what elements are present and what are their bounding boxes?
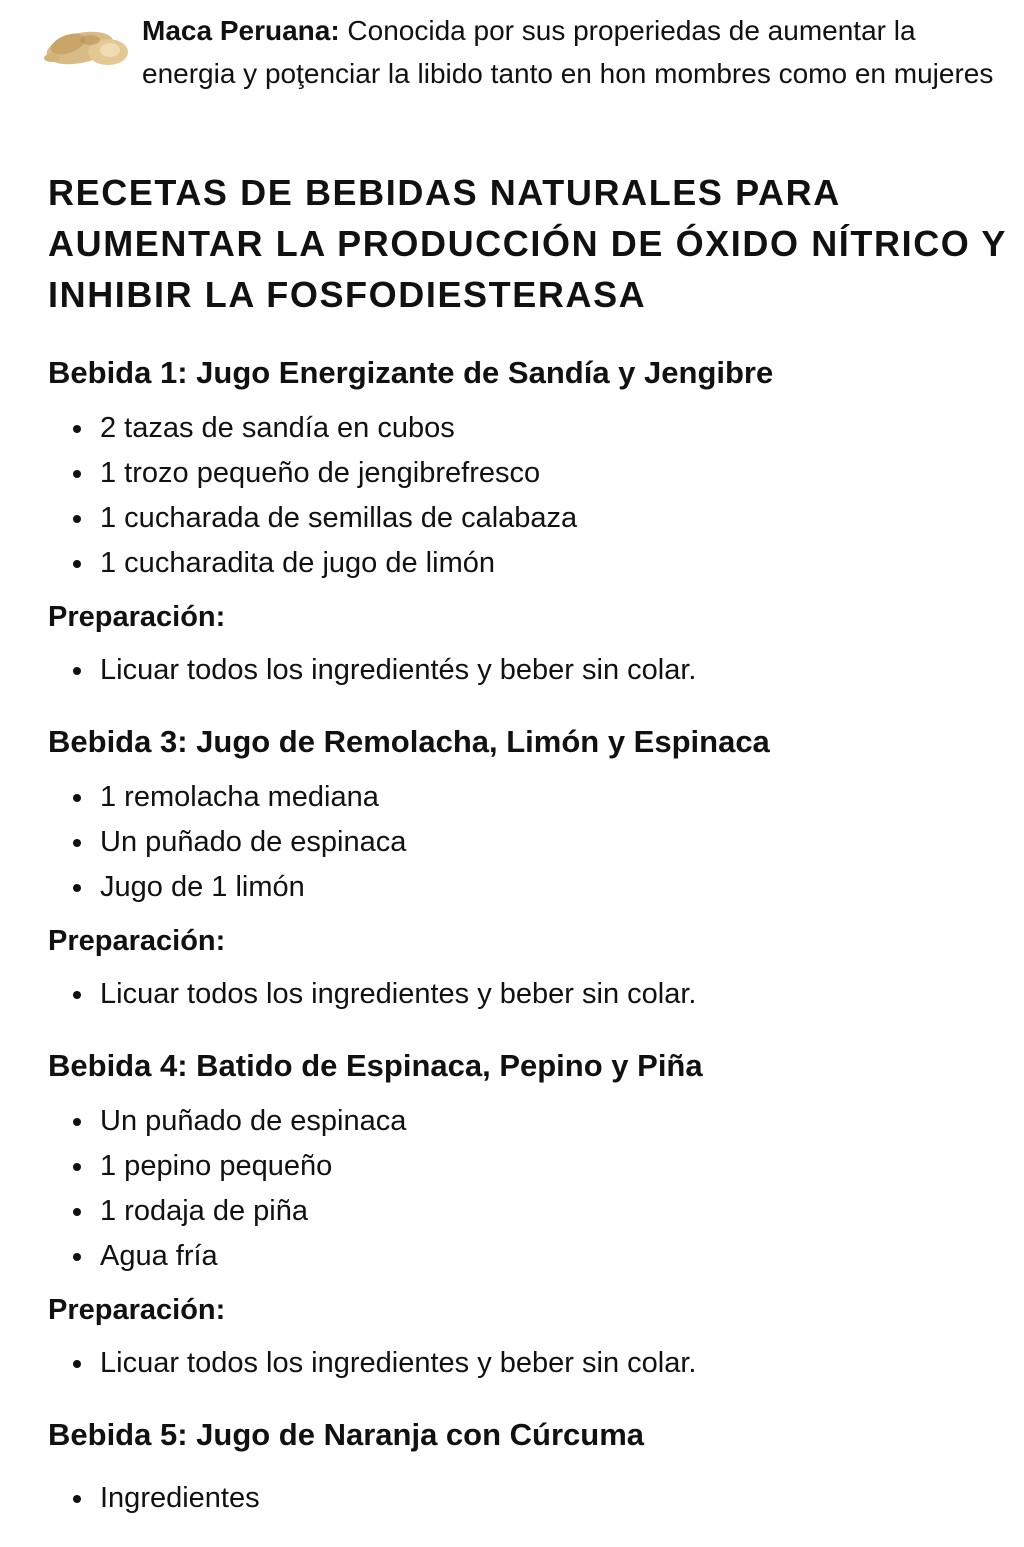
recipe-4: [48, 1043, 1008, 1386]
ingredient-list: [48, 775, 1008, 910]
ingredient-list: [48, 1099, 1008, 1279]
list-item: Un puñado de espinaca: [48, 1099, 1008, 1144]
maca-root-image: [40, 22, 132, 74]
list-item: Jugo de 1 limón: [48, 865, 1008, 910]
list-item: Un puñado de espinaca: [48, 820, 1008, 865]
recipes-content: [48, 167, 1008, 1547]
list-item: Agua fría: [48, 1234, 1008, 1279]
ingredient-list: [48, 1476, 1008, 1521]
preparation-label: Preparación:: [48, 601, 226, 633]
list-item: 1 remolacha mediana: [48, 775, 1008, 820]
recipe-heading: Bebida 1: Jugo Energizante de Sandía y Jengibre: [48, 355, 774, 390]
recipe-heading: Bebida 5: Jugo de Naranja con Cúrcuma: [48, 1417, 645, 1452]
preparation-label: Preparación:: [48, 1294, 226, 1326]
maca-term: Maca Peruana:: [142, 15, 340, 46]
recipe-1: [48, 350, 1008, 693]
step-list: [48, 972, 1008, 1017]
maca-text: Conocida por sus properiedas de aumentar la energia y poţenciar la libido tanto en hon mombres como en mujeres: [142, 15, 994, 89]
list-item: Ingredientes: [48, 1476, 1008, 1521]
list-item: Licuar todos los ingredientes y beber sin colar.: [48, 972, 1008, 1017]
list-item: 1 cucharadita de jugo de limón: [48, 541, 1008, 586]
recipe-heading: Bebida 3: Jugo de Remolacha, Limón y Espinaca: [48, 724, 770, 759]
list-item: Licuar todos los ingredientés y beber sin colar.: [48, 648, 1008, 693]
maca-description: [142, 9, 1002, 95]
page-title: RECETAS DE BEBIDAS NATURALES PARA AUMENTAR LA PRODUCCIÓN DE ÓXIDO NÍTRICO Y INHIBIR LA FOSFODIESTERASA: [48, 172, 1007, 315]
list-item: 2 tazas de sandía en cubos: [48, 406, 1008, 451]
preparation-label: Preparación:: [48, 925, 226, 957]
list-item: 1 cucharada de semillas de calabaza: [48, 496, 1008, 541]
list-item: 1 trozo pequeño de jengibrefresco: [48, 451, 1008, 496]
list-item: Licuar todos los ingredientes y beber sin colar.: [48, 1341, 1008, 1386]
step-list: [48, 648, 1008, 693]
recipe-heading: Bebida 4: Batido de Espinaca, Pepino y Piña: [48, 1048, 703, 1083]
list-item: 1 pepino pequeño: [48, 1144, 1008, 1189]
list-item: 1 rodaja de piña: [48, 1189, 1008, 1234]
ingredient-list: [48, 406, 1008, 586]
step-list: [48, 1341, 1008, 1386]
recipe-3: [48, 719, 1008, 1017]
recipe-5: [48, 1412, 1008, 1521]
